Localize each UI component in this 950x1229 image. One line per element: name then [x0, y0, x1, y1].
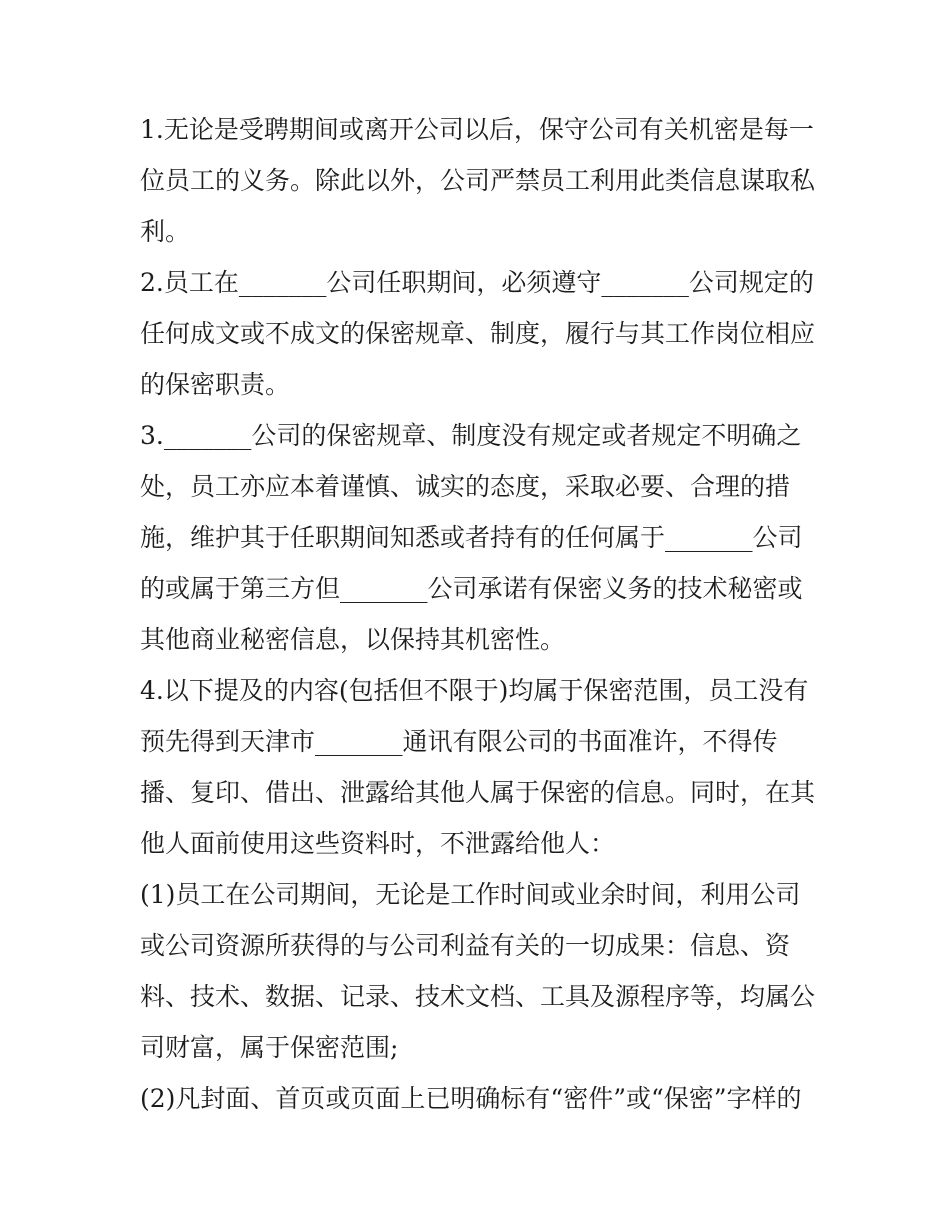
text-line: 预先得到天津市_______通讯有限公司的书面准许，不得传 [140, 727, 778, 756]
text-line: 其他商业秘密信息，以保持其机密性。 [140, 625, 566, 654]
text-line: 利。 [140, 217, 191, 246]
text-line: 处，员工亦应本着谨慎、诚实的态度，采取必要、合理的措 [140, 472, 791, 501]
text-line: 任何成文或不成文的保密规章、制度，履行与其工作岗位相应 [140, 319, 816, 348]
text-line: 司财富，属于保密范围; [140, 1033, 399, 1062]
text-line: (2)凡封面、首页或页面上已明确标有“密件”或“保密”字样的 [140, 1084, 802, 1113]
text-line: (1)员工在公司期间，无论是工作时间或业余时间，利用公司 [140, 880, 801, 909]
text-line: 或公司资源所获得的与公司利益有关的一切成果：信息、资 [140, 931, 791, 960]
text-line: 播、复印、借出、泄露给其他人属于保密的信息。同时，在其 [140, 778, 816, 807]
document-body [140, 104, 820, 1124]
text-line: 3._______公司的保密规章、制度没有规定或者规定不明确之 [140, 421, 802, 450]
text-line: 料、技术、数据、记录、技术文档、工具及源程序等，均属公 [140, 982, 816, 1011]
text-line: 4.以下提及的内容(包括但不限于)均属于保密范围，员工没有 [140, 676, 809, 705]
text-line: 他人面前使用这些资料时，不泄露给他人： [140, 829, 616, 858]
text-line: 2.员工在_______公司任职期间，必须遵守_______公司规定的 [140, 268, 814, 297]
text-line: 1.无论是受聘期间或离开公司以后，保守公司有关机密是每一 [140, 115, 814, 144]
text-line: 位员工的义务。除此以外，公司严禁员工利用此类信息谋取私 [140, 166, 816, 195]
text-line: 施，维护其于任职期间知悉或者持有的任何属于_______公司 [140, 523, 803, 552]
text-line: 的或属于第三方但_______公司承诺有保密义务的技术秘密或 [140, 574, 803, 603]
text-line: 的保密职责。 [140, 370, 291, 399]
